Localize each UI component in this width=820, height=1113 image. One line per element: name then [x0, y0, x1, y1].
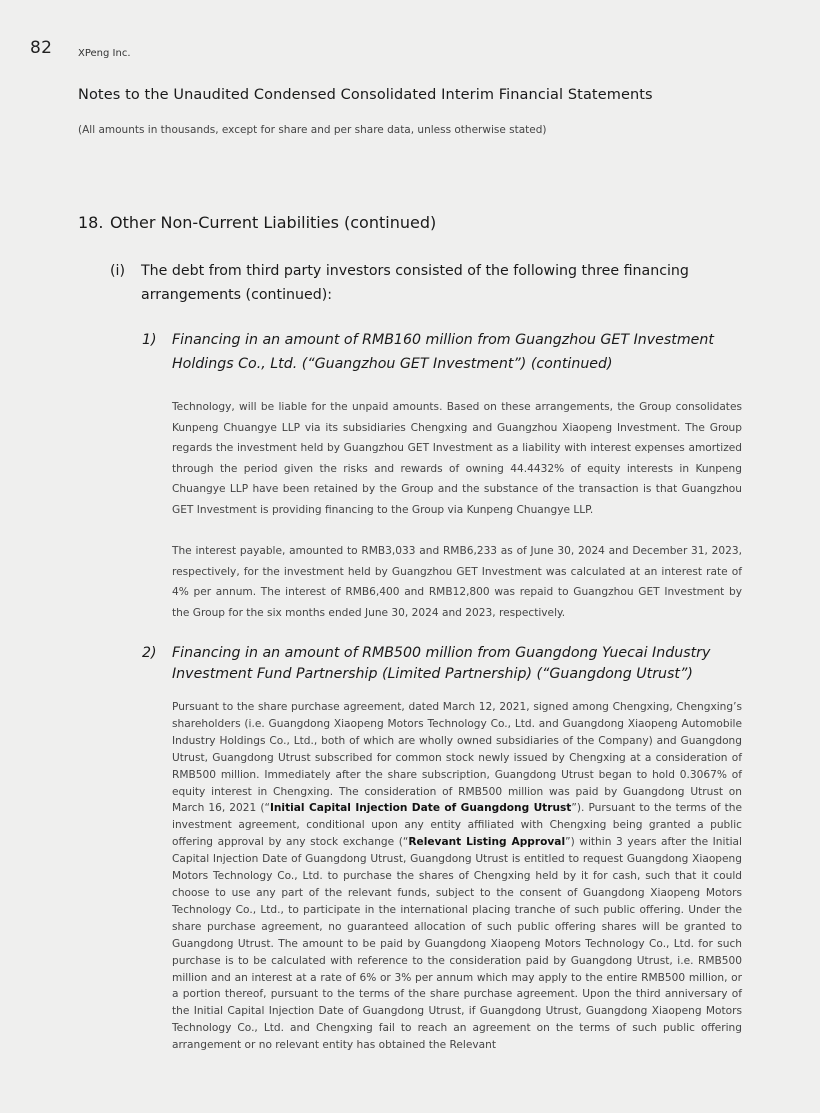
- defined-term-relevant-listing-approval: Relevant Listing Approval: [408, 836, 566, 849]
- defined-term-initial-capital-injection-date: Initial Capital Injection Date of Guangdong Utrust: [269, 802, 572, 815]
- item2-text-part1: Pursuant to the share purchase agreement, dated March 12, 2021, signed among Chengxing, Chengxing’s shareholders (i.e. Guangdong Xiaopeng Motors Technology Co., Ltd. and Guangdong Xiaopeng Automobile Industry Holdings Co., Ltd., both of which are wholly owned subsidiaries of the Company) and Guangdong Utrust, Guangdong Utrust subscribed for common stock newly issued by Chengxing at a consideration of RMB500 million. Immediately after the share subscription, Guangdong Utrust began to hold 0.3067% of equity interest in Chengxing. The consideration of RMB500 million was paid by Guangdong Utrust on March 16, 2021 (“: [172, 701, 742, 815]
- company-name: XPeng Inc.: [78, 48, 131, 59]
- item1-title: Financing in an amount of RMB160 million from Guangzhou GET Investment Holdings Co., Ltd. (“Guangzhou GET Investment”) (continued): [172, 332, 714, 372]
- item2-text-part2: ”). Pursuant to the terms of the investment agreement, conditional upon any entity affiliated with Chengxing being granted a public offering approval by any stock exchange (“: [172, 802, 742, 849]
- item2-paragraph: [172, 699, 742, 1054]
- item1-paragraph-1: Technology, will be liable for the unpaid amounts. Based on these arrangements, the Group consolidates Kunpeng Chuangye LLP via its subsidiaries Chengxing and Guangzhou Xiaopeng Investment. The Group regards the investment held by Guangzhou GET Investment as a liability with interest expenses amortized through the period given the risks and rewards of owning 44.4432% of equity interests in Kunpeng Chuangye LLP have been retained by the Group and the substance of the transaction is that Guangzhou GET Investment is providing financing to the Group via Kunpeng Chuangye LLP.: [172, 401, 742, 516]
- section-title: Other Non-Current Liabilities (continued): [110, 213, 437, 232]
- page-number: 82: [30, 38, 53, 58]
- item2-text-part3: ”) within 3 years after the Initial Capital Injection Date of Guangdong Utrust, Guangdong Utrust is entitled to request Guangdong Xiaopeng Motors Technology Co., Ltd. to purchase the shares of Chengxing held by it for cash, such that it could choose to use any part of the relevant funds, subject to the consent of Guangdong Xiaopeng Motors Technology Co., Ltd., to participate in the international placing tranche of such public offering. Under the share purchase agreement, no guaranteed allocation of such public offering shares will be granted to Guangdong Utrust. The amount to be paid by Guangdong Xiaopeng Motors Technology Co., Ltd. for such purchase is to be calculated with reference to the consideration paid by Guangdong Utrust, i.e. RMB500 million and an interest at a rate of 6% or 3% per annum which may apply to the entire RMB500 million, or a portion thereof, pursuant to the terms of the share purchase agreement. Upon the third anniversary of the Initial Capital Injection Date of Guangdong Utrust, if Guangdong Utrust, Guangdong Xiaopeng Motors Technology Co., Ltd. and Chengxing fail to reach an agreement on the terms of such public offering arrangement or no relevant entity has obtained the Relevant: [172, 836, 742, 1052]
- item2-label: 2): [142, 645, 157, 661]
- section-heading: [78, 213, 436, 232]
- item1-heading: [142, 328, 752, 376]
- section-number: 18.: [78, 213, 104, 232]
- document-subtitle: (All amounts in thousands, except for share and per share data, unless otherwise stated): [78, 124, 547, 136]
- document-title: Notes to the Unaudited Condensed Consolidated Interim Financial Statements: [78, 87, 653, 103]
- item1-paragraph-2: The interest payable, amounted to RMB3,033 and RMB6,233 as of June 30, 2024 and December 31, 2023, respectively, for the investment held by Guangzhou GET Investment was calculated at an interest rate of 4% per annum. The interest of RMB6,400 and RMB12,800 was repaid to Guangzhou GET Investment by the Group for the six months ended June 30, 2024 and 2023, respectively.: [172, 545, 742, 619]
- item2-title: Financing in an amount of RMB500 million from Guangdong Yuecai Industry Investment Fund Partnership (Limited Partnership) (“Guangdong Utrust”): [172, 645, 711, 682]
- subsection-title: The debt from third party investors consisted of the following three financing arrangements (continued):: [141, 263, 689, 303]
- item1-label: 1): [142, 332, 157, 348]
- subsection-label: (i): [110, 263, 126, 279]
- subsection-heading: [110, 259, 730, 307]
- item2-heading: [142, 643, 752, 685]
